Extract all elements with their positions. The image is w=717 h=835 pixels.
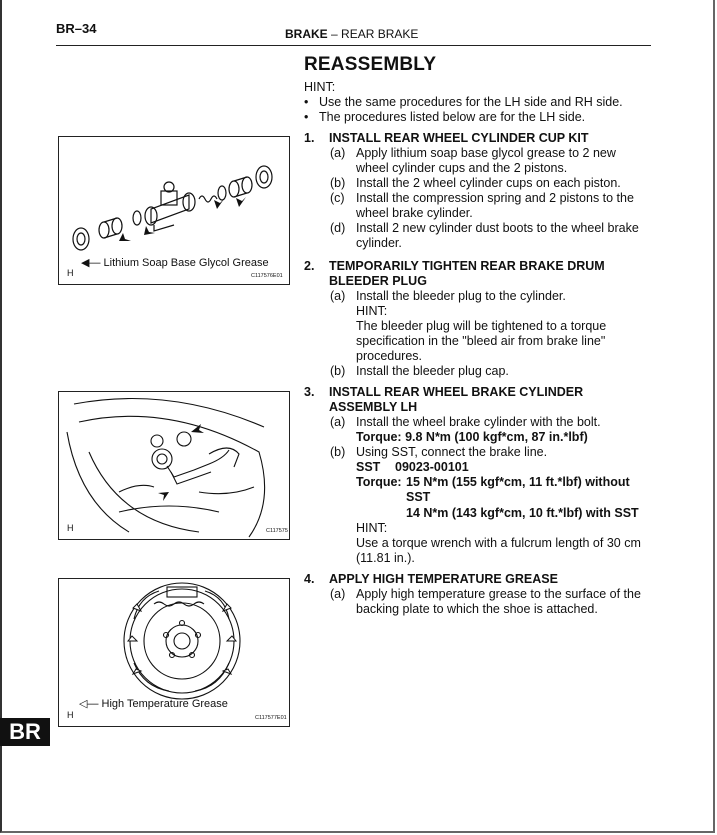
step-3-number: 3. xyxy=(304,385,315,399)
page-title: REASSEMBLY xyxy=(304,54,437,75)
step-1d-line-1: Install 2 new cylinder dust boots to the wheel brake xyxy=(356,221,639,235)
hint-bullet-text-1: Use the same procedures for the LH side and RH side. xyxy=(319,95,623,109)
step-2-hint-line-1: The bleeder plug will be tightened to a torque xyxy=(356,319,607,333)
step-1b-label: (b) xyxy=(330,176,346,190)
step-3b-torque-line-1: 15 N*m (155 kgf*cm, 11 ft.*lbf) without xyxy=(406,475,630,489)
section-tab: BR xyxy=(0,718,50,746)
step-4-number: 4. xyxy=(304,572,315,586)
step-2b-label: (b) xyxy=(330,364,346,378)
figure-3-code: C117577E01 xyxy=(255,715,287,721)
step-1b-line-1: Install the 2 wheel cylinder cups on each piston. xyxy=(356,176,621,190)
filled-arrow-icon: ◀— xyxy=(81,257,101,269)
step-2b-line-1: Install the bleeder plug cap. xyxy=(356,364,509,378)
step-1c-line-2: wheel brake cylinder. xyxy=(356,206,473,220)
step-4a-line-2: backing plate to which the shoe is attached. xyxy=(356,602,598,616)
hint-bullet-1: • xyxy=(304,95,309,109)
step-2-number: 2. xyxy=(304,259,315,273)
figure-brake-cylinder-install xyxy=(58,391,290,540)
step-2a-label: (a) xyxy=(330,289,346,303)
step-3b-torque-line-2: 14 N*m (143 kgf*cm, 10 ft.*lbf) with SST xyxy=(406,506,639,520)
step-3-sst-label: SST xyxy=(356,460,381,474)
figure-3-h-mark: H xyxy=(67,710,74,720)
section-name: BRAKE xyxy=(285,27,328,41)
header-rule xyxy=(56,45,651,46)
figure-wheel-cylinder-cup-kit xyxy=(58,136,290,285)
backing-plate-cylinder-drawing xyxy=(59,392,289,539)
step-1d-line-2: cylinder. xyxy=(356,236,402,250)
step-3b-line-1: Using SST, connect the brake line. xyxy=(356,445,548,459)
step-3-sst-value: 09023-00101 xyxy=(395,460,469,474)
figure-2-code: C117575 xyxy=(266,528,288,534)
step-1a-line-2: wheel cylinder cups and the 2 pistons. xyxy=(356,161,568,175)
step-2-hint-label: HINT: xyxy=(356,304,388,318)
step-3-title-line-1: INSTALL REAR WHEEL BRAKE CYLINDER xyxy=(329,385,584,399)
step-1a-label: (a) xyxy=(330,146,346,160)
step-2-title-line-2: BLEEDER PLUG xyxy=(329,274,427,288)
step-3b-label: (b) xyxy=(330,445,346,459)
figure-high-temp-grease xyxy=(58,578,290,727)
step-2-title-line-1: TEMPORARILY TIGHTEN REAR BRAKE DRUM xyxy=(329,259,605,273)
figure-1-legend xyxy=(81,256,269,269)
step-3a-torque: Torque: 9.8 N*m (100 kgf*cm, 87 in.*lbf) xyxy=(356,430,588,444)
step-3-hint-line-2: (11.81 in.). xyxy=(356,551,415,565)
hint-bullet-2: • xyxy=(304,110,309,124)
figure-1-h-mark: H xyxy=(67,268,74,278)
subsection-name: REAR BRAKE xyxy=(341,27,419,41)
figure-3-legend-text: High Temperature Grease xyxy=(101,698,228,710)
step-3a-line-1: Install the wheel brake cylinder with the bolt. xyxy=(356,415,601,429)
step-3-title-line-2: ASSEMBLY LH xyxy=(329,400,418,414)
outline-arrow-icon: ◁— xyxy=(79,698,99,710)
step-1a-line-1: Apply lithium soap base glycol grease to 2 new xyxy=(356,146,616,160)
step-3b-torque-label: Torque: xyxy=(356,475,402,489)
figure-1-legend-text: Lithium Soap Base Glycol Grease xyxy=(103,257,269,269)
hint-label: HINT: xyxy=(304,80,336,94)
step-1c-line-1: Install the compression spring and 2 pistons to the xyxy=(356,191,634,205)
figure-3-legend xyxy=(79,697,228,710)
page-number: BR–34 xyxy=(56,21,97,36)
step-3b-torque-line-1b: SST xyxy=(406,490,431,504)
step-2-hint-line-2: specification in the "bleed air from brake line" xyxy=(356,334,606,348)
step-1-number: 1. xyxy=(304,131,315,145)
figure-1-code: C117576E01 xyxy=(251,273,283,279)
figure-2-h-mark: H xyxy=(67,523,74,533)
step-3a-label: (a) xyxy=(330,415,346,429)
step-1-title: INSTALL REAR WHEEL CYLINDER CUP KIT xyxy=(329,131,589,145)
step-3-hint-label: HINT: xyxy=(356,521,388,535)
step-4-title: APPLY HIGH TEMPERATURE GREASE xyxy=(329,572,558,586)
hint-bullet-text-2: The procedures listed below are for the LH side. xyxy=(319,110,586,124)
step-3-hint-line-1: Use a torque wrench with a fulcrum length of 30 cm xyxy=(356,536,641,550)
header-separator: – xyxy=(331,27,338,41)
section-header xyxy=(285,27,418,41)
step-1d-label: (d) xyxy=(330,221,346,235)
step-2-hint-line-3: procedures. xyxy=(356,349,423,363)
step-2a-line-1: Install the bleeder plug to the cylinder. xyxy=(356,289,566,303)
step-4a-line-1: Apply high temperature grease to the surface of the xyxy=(356,587,641,601)
step-4a-label: (a) xyxy=(330,587,346,601)
step-1c-label: (c) xyxy=(330,191,345,205)
